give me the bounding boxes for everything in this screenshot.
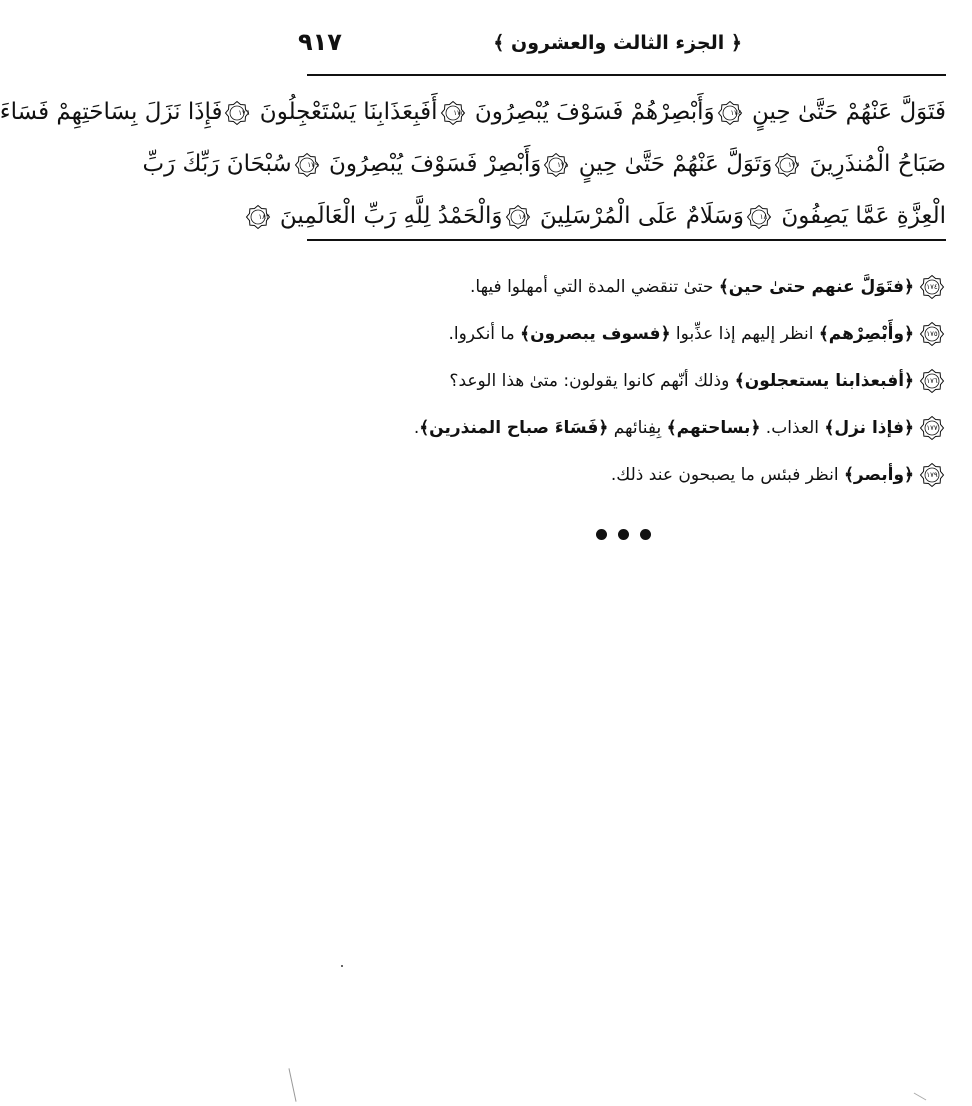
ayah-number: ١٧٧ <box>788 161 800 169</box>
verse-text: سُبْحَانَ رَبِّكَ رَبِّ <box>142 151 292 177</box>
ayah-number: ١٧٨ <box>557 161 569 169</box>
ayah-marker-icon <box>920 416 944 440</box>
ayah-marker-icon <box>544 153 568 177</box>
ayah-marker-icon <box>920 369 944 393</box>
commentary-line <box>313 405 944 452</box>
ayah-number: ١٧٥ <box>453 109 465 117</box>
ayah-number: ١٧٤ <box>730 109 742 117</box>
ayah-number: ١٧٧ <box>926 424 938 432</box>
page-number: ٩١٧ <box>298 28 342 56</box>
quran-line <box>0 86 946 138</box>
commentary-text: بِفِنائهم <box>608 418 667 438</box>
commentary-line <box>313 311 944 358</box>
ayah-number: ١٨١ <box>518 213 530 221</box>
commentary-line <box>313 452 944 499</box>
section-divider <box>307 239 946 241</box>
quoted-verse: ﴿وأبصر﴾ <box>843 465 914 485</box>
ayah-marker-icon <box>718 101 742 125</box>
ayah-number: ١٧٦ <box>926 377 938 385</box>
separator-dot <box>596 529 607 540</box>
verse-text: وَسَلَامٌ عَلَى الْمُرْسَلِينَ <box>539 203 745 229</box>
commentary-text: انظر فبئس ما يصبحون عند ذلك. <box>610 465 844 485</box>
quran-line <box>258 190 946 242</box>
scan-scratch <box>288 1068 296 1101</box>
quran-line <box>142 138 946 190</box>
quran-text-block <box>0 86 946 242</box>
ayah-number: ١٧٩ <box>926 471 938 479</box>
ayah-number: ١٧٦ <box>238 109 250 117</box>
commentary-text: . <box>413 418 420 438</box>
quoted-verse: ﴿فَسَاءَ صباح المنذرين﴾ <box>419 418 609 438</box>
quoted-verse: ﴿فإذا نزل﴾ <box>824 418 914 438</box>
ayah-marker-icon <box>775 153 799 177</box>
verse-text: الْعِزَّةِ عَمَّا يَصِفُونَ <box>781 203 946 229</box>
verse-text: فَتَوَلَّ عَنْهُمْ حَتَّىٰ حِينٍ <box>751 99 946 125</box>
ayah-marker-icon <box>225 101 249 125</box>
part-title: ﴿ الجزء الثالث والعشرون ﴾ <box>493 32 742 54</box>
ayah-marker-icon <box>747 205 771 229</box>
quoted-verse: ﴿أفبعذابنا يستعجلون﴾ <box>734 371 914 391</box>
commentary-text: وذلك أنّهم كانوا يقولون: متىٰ هذا الوعد؟ <box>449 371 735 391</box>
commentary-line <box>313 264 944 311</box>
verse-text: صَبَاحُ الْمُنذَرِينَ <box>809 151 946 177</box>
quoted-verse: ﴿بساحتهم﴾ <box>666 418 761 438</box>
ayah-number: ١٧٤ <box>926 283 938 291</box>
commentary-block <box>313 264 944 499</box>
commentary-text: انظر إليهم إذا عذِّبوا <box>670 324 819 344</box>
separator-dot <box>618 529 629 540</box>
commentary-line <box>313 358 944 405</box>
ayah-number: ١٨٢ <box>258 213 270 221</box>
quoted-verse: ﴿فسوف يبصرون﴾ <box>520 324 671 344</box>
end-separator <box>596 525 656 545</box>
verse-text: فَإِذَا نَزَلَ بِسَاحَتِهِمْ فَسَاءَ <box>0 99 223 125</box>
commentary-text: ما أنكروا. <box>448 324 521 344</box>
ayah-number: ١٨٠ <box>759 213 772 221</box>
ayah-marker-icon <box>295 153 319 177</box>
quoted-verse: ﴿فتَوَلَّ عنهم حتىٰ حين﴾ <box>718 277 914 297</box>
separator-dot <box>640 529 651 540</box>
ayah-number: ١٧٥ <box>926 330 938 338</box>
verse-text: أَفَبِعَذَابِنَا يَسْتَعْجِلُونَ <box>259 99 438 125</box>
verse-text: وَالْحَمْدُ لِلَّهِ رَبِّ الْعَالَمِينَ <box>279 203 503 229</box>
quoted-verse: ﴿وأَبْصِرْهم﴾ <box>818 324 914 344</box>
header-divider <box>307 74 946 76</box>
ayah-marker-icon <box>441 101 465 125</box>
ayah-number: ١٧٩ <box>307 161 319 169</box>
commentary-text: حتىٰ تنقضي المدة التي أمهلوا فيها. <box>470 277 719 297</box>
commentary-text: العذاب. <box>760 418 825 438</box>
verse-text: وَتَوَلَّ عَنْهُمْ حَتَّىٰ حِينٍ <box>578 151 773 177</box>
ayah-marker-icon <box>920 275 944 299</box>
page-header <box>298 26 942 66</box>
verse-text: وَأَبْصِرْ فَسَوْفَ يُبْصِرُونَ <box>329 151 542 177</box>
ayah-marker-icon <box>506 205 530 229</box>
ayah-marker-icon <box>920 463 944 487</box>
scan-scratch <box>914 1093 927 1101</box>
ayah-marker-icon <box>920 322 944 346</box>
scan-speck <box>341 965 343 967</box>
ayah-marker-icon <box>246 205 270 229</box>
verse-text: وَأَبْصِرْهُمْ فَسَوْفَ يُبْصِرُونَ <box>474 99 715 125</box>
